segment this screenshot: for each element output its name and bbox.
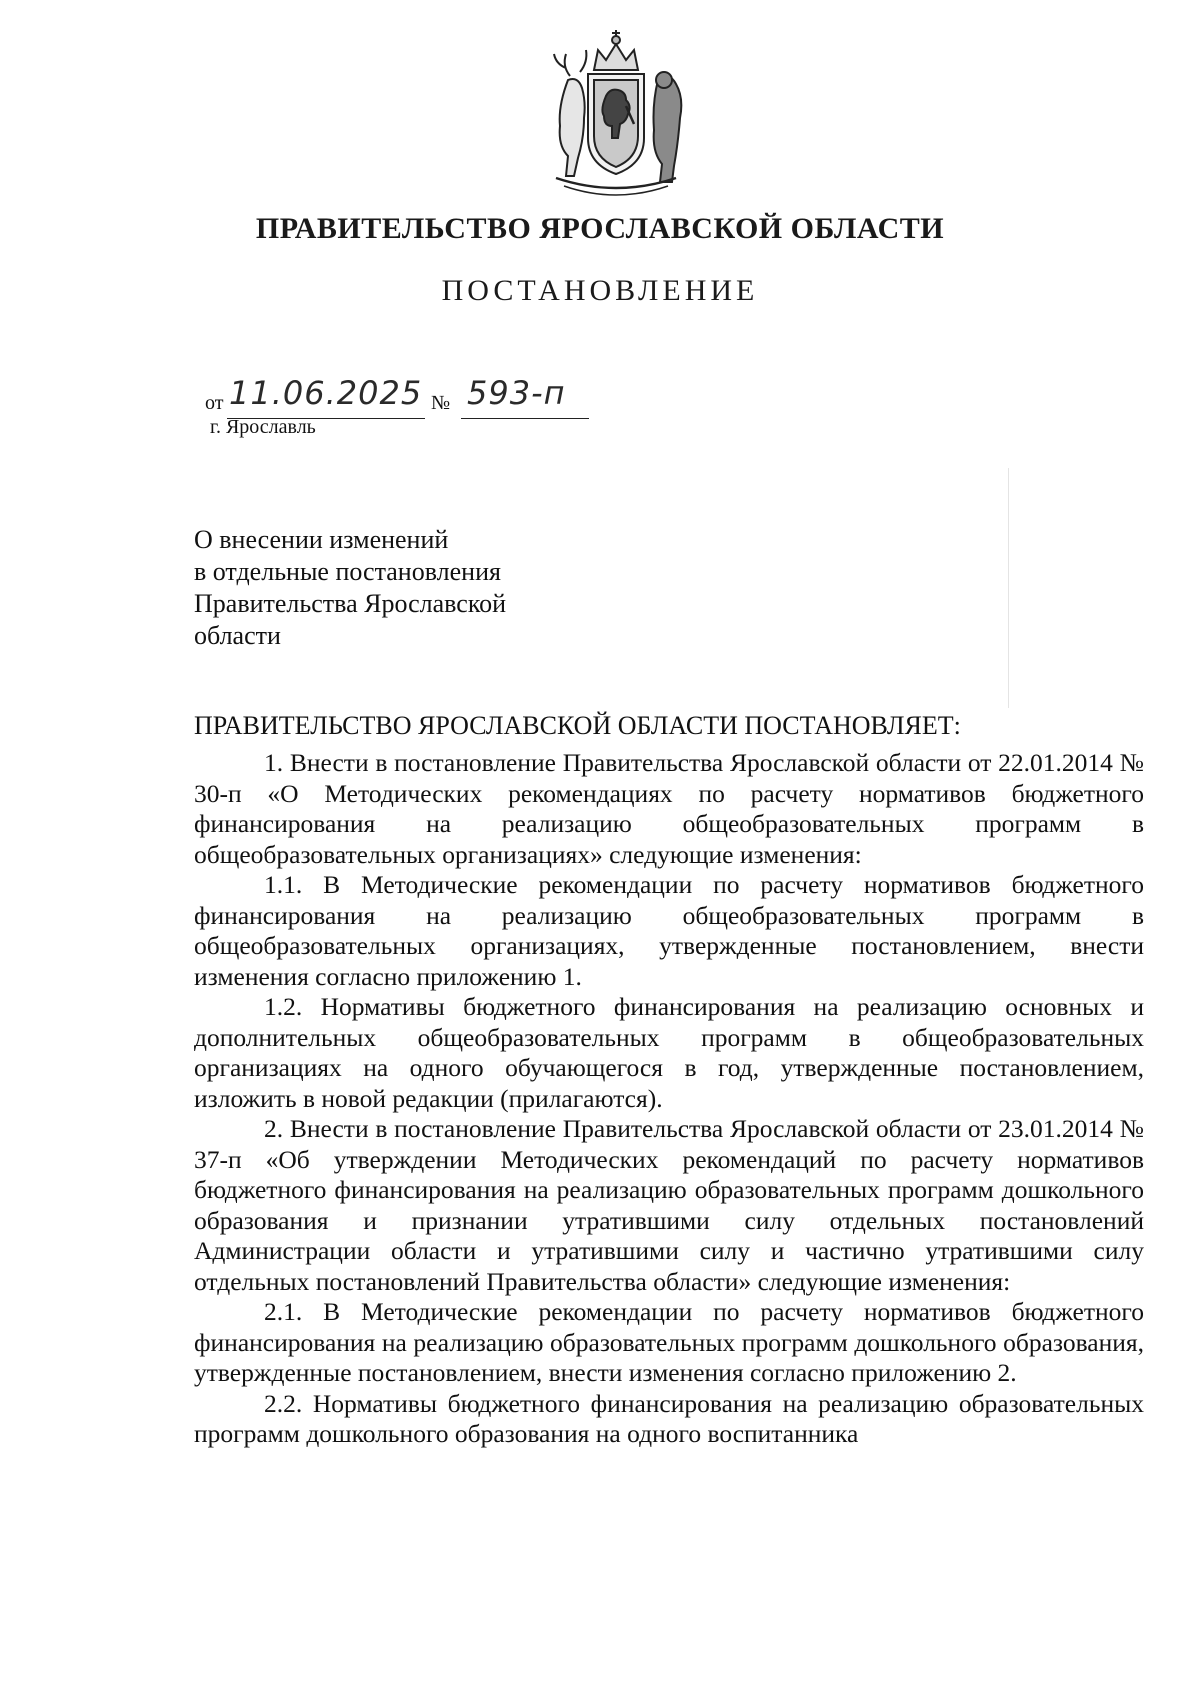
coat-of-arms-icon [536, 28, 696, 196]
paragraph: 1.1. В Методические рекомендации по расчету нормативов бюджетного финансирования на реализацию общеобразовательных программ в общеобразовательных организациях, утвержденные постановлением, внести изменения согласно приложению 1. [194, 870, 1144, 991]
paragraph: 2. Внести в постановление Правительства Ярославской области от 23.01.2014 № 37-п «Об утверждении Методических рекомендаций по расчету нормативов бюджетного финансирования на реализацию образовательных программ дошкольного образования и признании утратившими силу отдельных постановлений Администрации области и утратившими силу и частично утратившими силу отдельных постановлений Правительства области» следующие изменения: [194, 1114, 1144, 1296]
paragraph: 2.2. Нормативы бюджетного финансирования на реализацию образовательных программ дошкольного образования на одного воспитанника [194, 1388, 1144, 1448]
handwritten-date: 11.06.2025 [229, 374, 423, 412]
paragraph: 1. Внести в постановление Правительства Ярославской области от 22.01.2014 № 30-п «О Методических рекомендациях по расчету нормативов бюджетного финансирования на реализацию общеобразовательных программ в общеобразовательных организациях» следующие изменения: [194, 748, 1144, 869]
city-name: г. Ярославль [210, 416, 316, 438]
handwritten-number: 593-п [467, 374, 566, 412]
government-title: ПРАВИТЕЛЬСТВО ЯРОСЛАВСКОЙ ОБЛАСТИ [255, 212, 945, 245]
paragraph: 2.1. В Методические рекомендации по расчету нормативов бюджетного финансирования на реализацию образовательных программ дошкольного образования, утвержденные постановлением, внести изменения согласно приложению 2. [194, 1297, 1144, 1387]
subject-line: О внесении изменений [194, 525, 449, 554]
subject-line: Правительства Ярославской [194, 589, 507, 618]
scan-artifact [1008, 468, 1009, 708]
number-prefix: № [431, 392, 451, 414]
document-subject [194, 524, 506, 652]
subject-line: области [194, 621, 281, 650]
decree-phrase: ПРАВИТЕЛЬСТВО ЯРОСЛАВСКОЙ ОБЛАСТИ ПОСТАНОВЛЯЕТ: [194, 711, 961, 740]
document-body [194, 748, 1144, 1450]
subject-line: в отдельные постановления [194, 557, 501, 586]
number-underline [461, 418, 589, 419]
paragraph: 1.2. Нормативы бюджетного финансирования на реализацию основных и дополнительных общеобразовательных программ в общеобразовательных организациях на одного обучающегося в год, утвержденные постановлением, изложить в новой редакции (прилагаются). [194, 992, 1144, 1113]
document-type: ПОСТАНОВЛЕНИЕ [441, 274, 759, 307]
date-prefix: от [205, 392, 224, 414]
